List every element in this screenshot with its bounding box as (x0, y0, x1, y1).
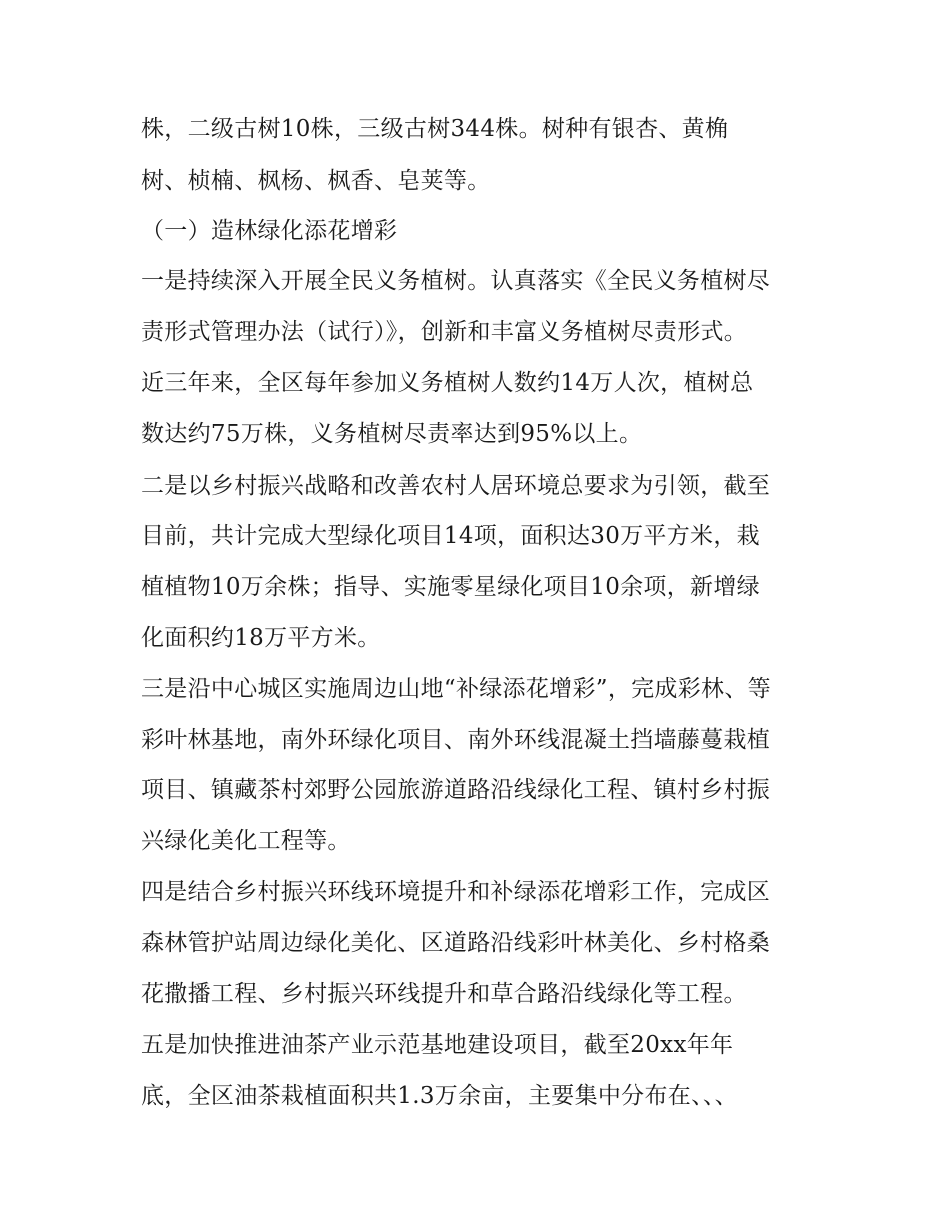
text-line: 四是结合乡村振兴环线环境提升和补绿添花增彩工作，完成区 (141, 879, 771, 905)
text-line: 花撒播工程、乡村振兴环线提升和草合路沿线绿化等工程。 (141, 981, 747, 1007)
text-line: 森林管护站周边绿化美化、区道路沿线彩叶林美化、乡村格桑 (141, 930, 771, 956)
text-line: 项目、镇藏茶村郊野公园旅游道路沿线绿化工程、镇村乡村振 (141, 777, 771, 803)
text-line: 彩叶林基地，南外环绿化项目、南外环线混凝土挡墙藤蔓栽植 (141, 727, 771, 753)
text-line: 二是以乡村振兴战略和改善农村人居环境总要求为引领，截至 (141, 473, 771, 499)
text-line: 株，二级古树10株，三级古树344株。树种有银杏、黄桷 (141, 116, 729, 142)
text-line: 近三年来，全区每年参加义务植树人数约14万人次，植树总 (141, 370, 754, 396)
text-line: 五是加快推进油茶产业示范基地建设项目，截至20xx年年 (141, 1032, 734, 1058)
text-line: 植植物10万余株；指导、实施零星绿化项目10余项，新增绿 (141, 574, 760, 600)
text-line: 底，全区油茶栽植面积共1.3万余亩，主要集中分布在、、、 (141, 1083, 738, 1109)
text-line: 树、桢楠、枫杨、枫香、皂荚等。 (141, 168, 491, 194)
section-heading: （一）造林绿化添花增彩 (141, 218, 398, 244)
text-line: 一是持续深入开展全民义务植树。认真落实《全民义务植树尽 (141, 268, 771, 294)
text-line: 责形式管理办法（试行）》，创新和丰富义务植树尽责形式。 (141, 319, 748, 345)
text-line: 三是沿中心城区实施周边山地“补绿添花增彩”，完成彩林、等 (141, 676, 771, 702)
text-line: 兴绿化美化工程等。 (141, 828, 351, 854)
text-line: 化面积约18万平方米。 (141, 625, 381, 651)
text-line: 目前，共计完成大型绿化项目14项，面积达30万平方米，栽 (141, 523, 760, 549)
text-line: 数达约75万株，义务植树尽责率达到95%以上。 (141, 421, 643, 447)
